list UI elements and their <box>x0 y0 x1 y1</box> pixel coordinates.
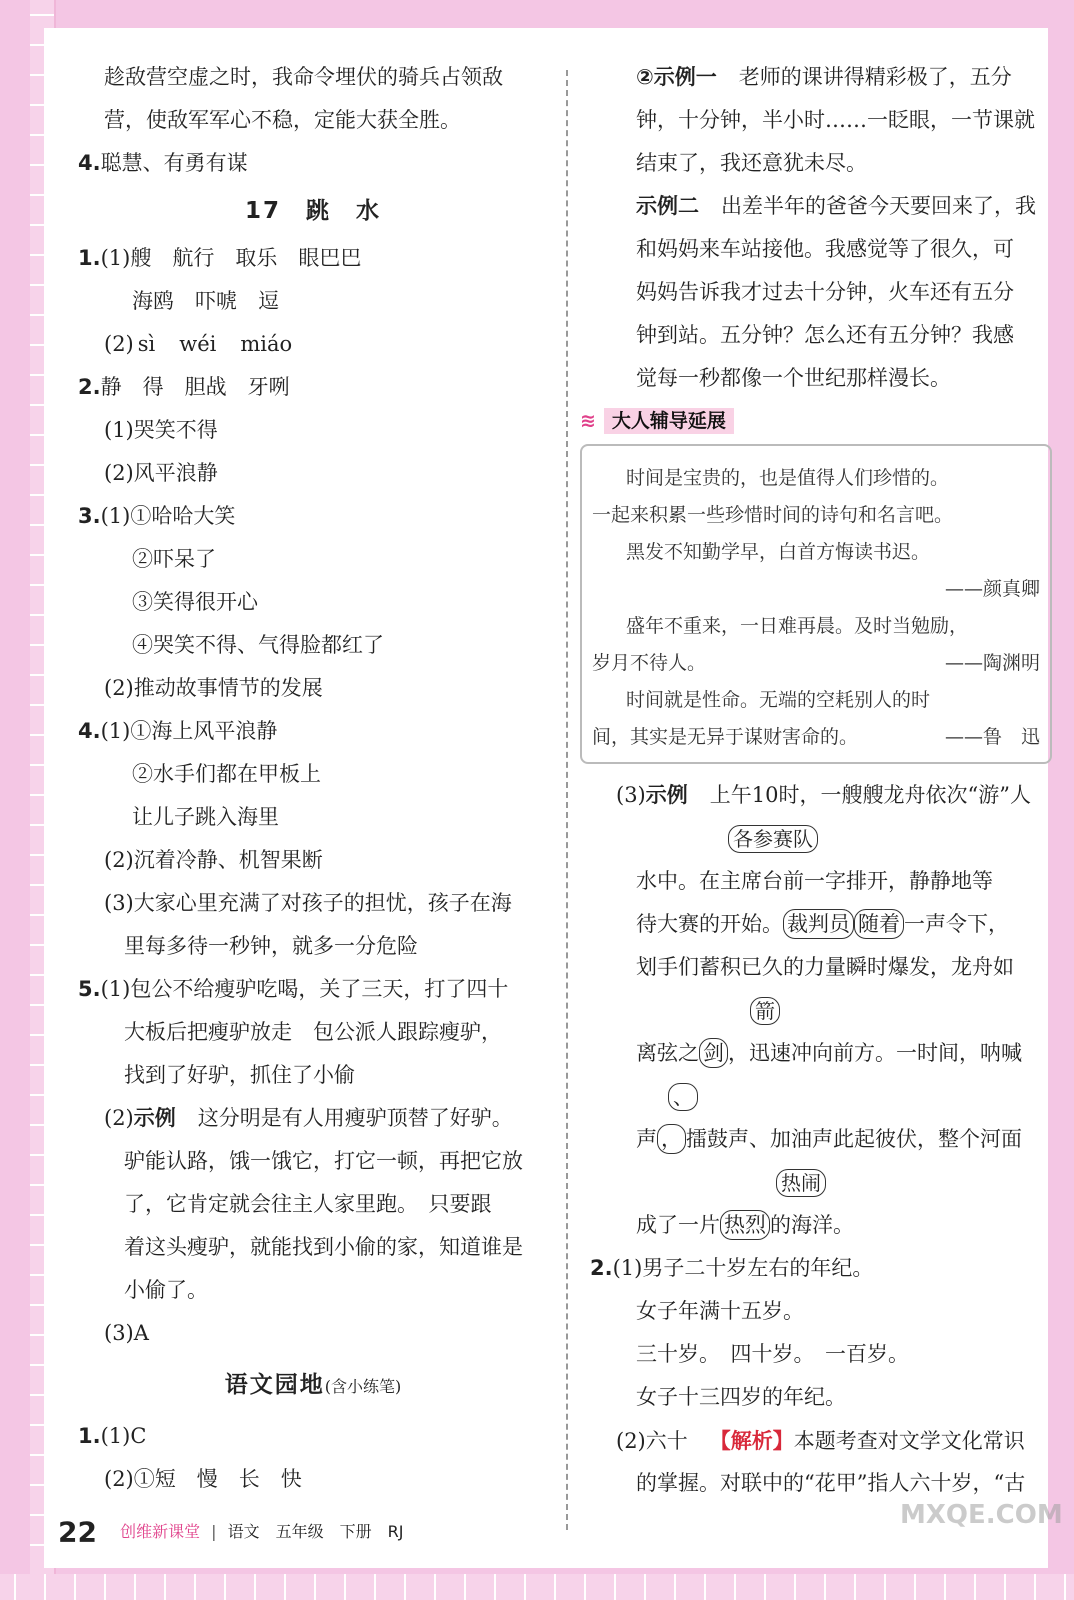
page-number: 22 <box>58 1515 97 1549</box>
text-line: 结束了，我还意犹未尽。 <box>636 151 867 175</box>
answer-analysis <box>590 1419 1050 1462</box>
right-column <box>580 56 1050 1505</box>
answer-text: 本题考查对文学文化常识 <box>793 1429 1025 1453</box>
answer-4 <box>78 142 548 185</box>
answer-text: 了，它肯定就会往主人家里跑。 只要跟 <box>124 1192 492 1216</box>
box-quote-line <box>592 645 1040 682</box>
example-three <box>590 774 1050 817</box>
quote-author: ——鲁 迅 <box>944 726 1040 748</box>
page-footer <box>58 1512 404 1552</box>
parent-guide-box <box>580 444 1052 764</box>
answer-text: 的掌握。对联中的“花甲”指人六十岁，“古 <box>636 1471 1026 1495</box>
box-quote: 黑发不知勤学早，白首方悔读书迟。 <box>626 541 931 563</box>
answer-text: 女子年满十五岁。 <box>636 1299 804 1323</box>
section-title-text: 语文园地 <box>224 1372 325 1398</box>
answer-text: 里每多待一秒钟，就多一分危险 <box>124 934 418 958</box>
answer-text: (1)艘 航行 取乐 眼巴巴 <box>100 246 362 270</box>
answer-text: 老师的课讲得精彩极了，五分 <box>738 65 1012 89</box>
text-line: 钟，十分钟，半小时……一眨眼，一节课就 <box>636 108 1035 132</box>
answer-text: 的海洋。 <box>770 1213 854 1237</box>
answer-1 <box>78 237 548 280</box>
column-divider <box>566 70 568 1530</box>
answer-text: 一声令下， <box>904 912 1009 936</box>
answer-text: 上午10时，一艘艘龙舟依次“游”人 <box>709 783 1031 807</box>
question-number: 3. <box>78 504 101 528</box>
analysis-label: 【解析】 <box>709 1428 794 1453</box>
text-line: 钟到站。五分钟？怎么还有五分钟？我感 <box>636 323 1014 347</box>
left-column <box>78 56 548 1501</box>
answer-text: 让儿子跳入海里 <box>132 805 279 829</box>
answer-text: (3)大家心里充满了对孩子的担忧，孩子在海 <box>104 891 512 915</box>
example-label: ②示例一 <box>636 65 717 89</box>
answer-text: (1)①海上风平浪静 <box>100 719 278 743</box>
text-line: 营，使敌军军心不稳，定能大获全胜。 <box>104 108 461 132</box>
answer-text: 三十岁。 四十岁。 一百岁。 <box>636 1342 909 1366</box>
answer-text: (2)推动故事情节的发展 <box>104 676 323 700</box>
sub-label: (2) <box>104 1106 134 1130</box>
example-one <box>590 56 1050 99</box>
answer-text: (1)①哈哈大笑 <box>100 504 236 528</box>
answer-text: ③笑得很开心 <box>132 590 258 614</box>
answer-text: (1)哭笑不得 <box>104 418 218 442</box>
circled-word: 随着 <box>854 909 904 939</box>
box-quote: 间，其实是无异于谋财害命的。 <box>592 726 859 748</box>
answer-text: (3)A <box>104 1321 149 1345</box>
edited-line <box>590 817 1050 903</box>
box-quote: 盛年不重来，一日难再晨。及时当勉励， <box>626 615 969 637</box>
footer-separator: | <box>211 1522 217 1541</box>
sub-label: (2) <box>104 332 134 356</box>
quote-author: ——颜真卿 <box>944 578 1040 600</box>
circled-word: ， <box>657 1124 686 1154</box>
quote-author: ——陶渊明 <box>944 652 1040 674</box>
answer-text: ②吓呆了 <box>132 547 216 571</box>
example-label: 示例 <box>645 783 688 807</box>
answer-example <box>78 1097 548 1140</box>
box-text: 一起来积累一些珍惜时间的诗句和名言吧。 <box>592 504 954 526</box>
circled-word: 裁判员 <box>783 909 854 939</box>
answer-text: 海鸥 吓唬 逗 <box>132 289 279 313</box>
answer-text: 找到了好驴，抓住了小偷 <box>124 1063 355 1087</box>
text-line: 妈妈告诉我才过去十分钟，火车还有五分 <box>636 280 1014 304</box>
insertion-mark: 、 <box>668 1083 698 1111</box>
pinyin-item: miáo <box>240 332 293 356</box>
sub-label: (3) <box>616 783 646 807</box>
answer-text: 驴能认路，饿一饿它，打它一顿，再把它放 <box>124 1149 523 1173</box>
insertion-mark: 箭 <box>750 997 780 1025</box>
lesson-title: 17 跳 水 <box>244 198 381 224</box>
answer-text: ④哭笑不得、气得脸都红了 <box>132 633 384 657</box>
wave-icon: ≋ <box>580 410 596 432</box>
question-number: 2. <box>590 1256 613 1280</box>
answer-text: 小偷了。 <box>124 1278 208 1302</box>
answer-text: 声 <box>636 1127 657 1151</box>
edited-line <box>590 903 1050 946</box>
insertion-mark: 热闹 <box>776 1169 826 1197</box>
edited-line <box>590 1075 1050 1161</box>
answer-text: (1)包公不给瘦驴吃喝，关了三天，打了四十 <box>100 977 509 1001</box>
parent-guide-title: 大人辅导延展 <box>604 408 734 434</box>
answer-text: 着这头瘦驴，就能找到小偷的家，知道谁是 <box>124 1235 523 1259</box>
answer-text: 女子十三四岁的年纪。 <box>636 1385 846 1409</box>
question-number: 4. <box>78 151 101 175</box>
bottom-border-decoration <box>0 1574 1074 1600</box>
question-number: 2. <box>78 375 101 399</box>
pinyin-line <box>78 323 548 366</box>
answer-text: (1)男子二十岁左右的年纪。 <box>612 1256 874 1280</box>
box-quote-line <box>592 719 1040 756</box>
box-quote: 岁月不待人。 <box>592 652 707 674</box>
answer-text: 静 得 胆战 牙咧 <box>100 375 290 399</box>
answer-text: 成了一片 <box>636 1213 720 1237</box>
answer-text: 大板后把瘦驴放走 包公派人跟踪瘦驴， <box>124 1020 502 1044</box>
text-line: 和妈妈来车站接他。我感觉等了很久，可 <box>636 237 1014 261</box>
parent-guide-header <box>580 404 1050 438</box>
brand-name: 创维新课堂 <box>120 1522 201 1541</box>
example-label: 示例 <box>133 1106 176 1130</box>
text-line: 趁敌营空虚之时，我命令埋伏的骑兵占领敌 <box>104 65 503 89</box>
section-subtitle: (含小练笔) <box>324 1377 402 1396</box>
edited-line <box>590 1161 1050 1247</box>
answer-text: (2)沉着冷静、机智果断 <box>104 848 323 872</box>
answer-text: ，迅速冲向前方。一时间，呐喊 <box>728 1041 1022 1065</box>
circled-word: 剑 <box>699 1038 728 1068</box>
answer-text: (2)①短 慢 长 快 <box>104 1467 302 1491</box>
garden-answer-1 <box>78 1415 548 1458</box>
answer-text: ②水手们都在甲板上 <box>132 762 321 786</box>
answer-2 <box>590 1247 1050 1290</box>
book-info: 语文 五年级 下册 RJ <box>227 1522 404 1541</box>
answer-text: 这分明是有人用瘦驴顶替了好驴。 <box>197 1106 513 1130</box>
answer-5 <box>78 968 548 1011</box>
text-line: 划手们蓄积已久的力量瞬时爆发，龙舟如 <box>636 955 1014 979</box>
answer-text: (2)风平浪静 <box>104 461 218 485</box>
insertion-mark: 各参赛队 <box>728 825 818 853</box>
answer-text: 擂鼓声、加油声此起彼伏，整个河面 <box>686 1127 1022 1151</box>
section-title <box>78 1355 548 1415</box>
answer-4b <box>78 710 548 753</box>
answer-2 <box>78 366 548 409</box>
pinyin-item: sì <box>137 332 156 356</box>
text-line: 觉每一秒都像一个世纪那样漫长。 <box>636 366 951 390</box>
question-number: 1. <box>78 246 101 270</box>
answer-text: 在主席台前一字排开，静静地等 <box>699 869 993 893</box>
circled-word: 热烈 <box>720 1210 770 1240</box>
answer-text: 离弦之 <box>636 1041 699 1065</box>
box-text: 时间是宝贵的，也是值得人们珍惜的。 <box>626 467 950 489</box>
question-number: 5. <box>78 977 101 1001</box>
answer-3 <box>78 495 548 538</box>
answer-text: (2)六十 <box>616 1429 688 1453</box>
answer-text: 水中。 <box>636 869 699 893</box>
question-number: 1. <box>78 1424 101 1448</box>
watermark-logo: MXQE.COM <box>900 1500 1063 1530</box>
answer-text: 待大赛的开始。 <box>636 912 783 936</box>
pinyin-item: wéi <box>179 332 217 356</box>
answer-text: 出差半年的爸爸今天要回来了，我 <box>721 194 1036 218</box>
question-number: 4. <box>78 719 101 743</box>
box-quote: 时间就是性命。无端的空耗别人的时 <box>626 689 931 711</box>
answer-text: (1)C <box>100 1424 147 1448</box>
edited-line <box>590 989 1050 1075</box>
example-two <box>590 185 1050 228</box>
answer-text: 聪慧、有勇有谋 <box>100 151 248 175</box>
example-label: 示例二 <box>636 194 699 218</box>
